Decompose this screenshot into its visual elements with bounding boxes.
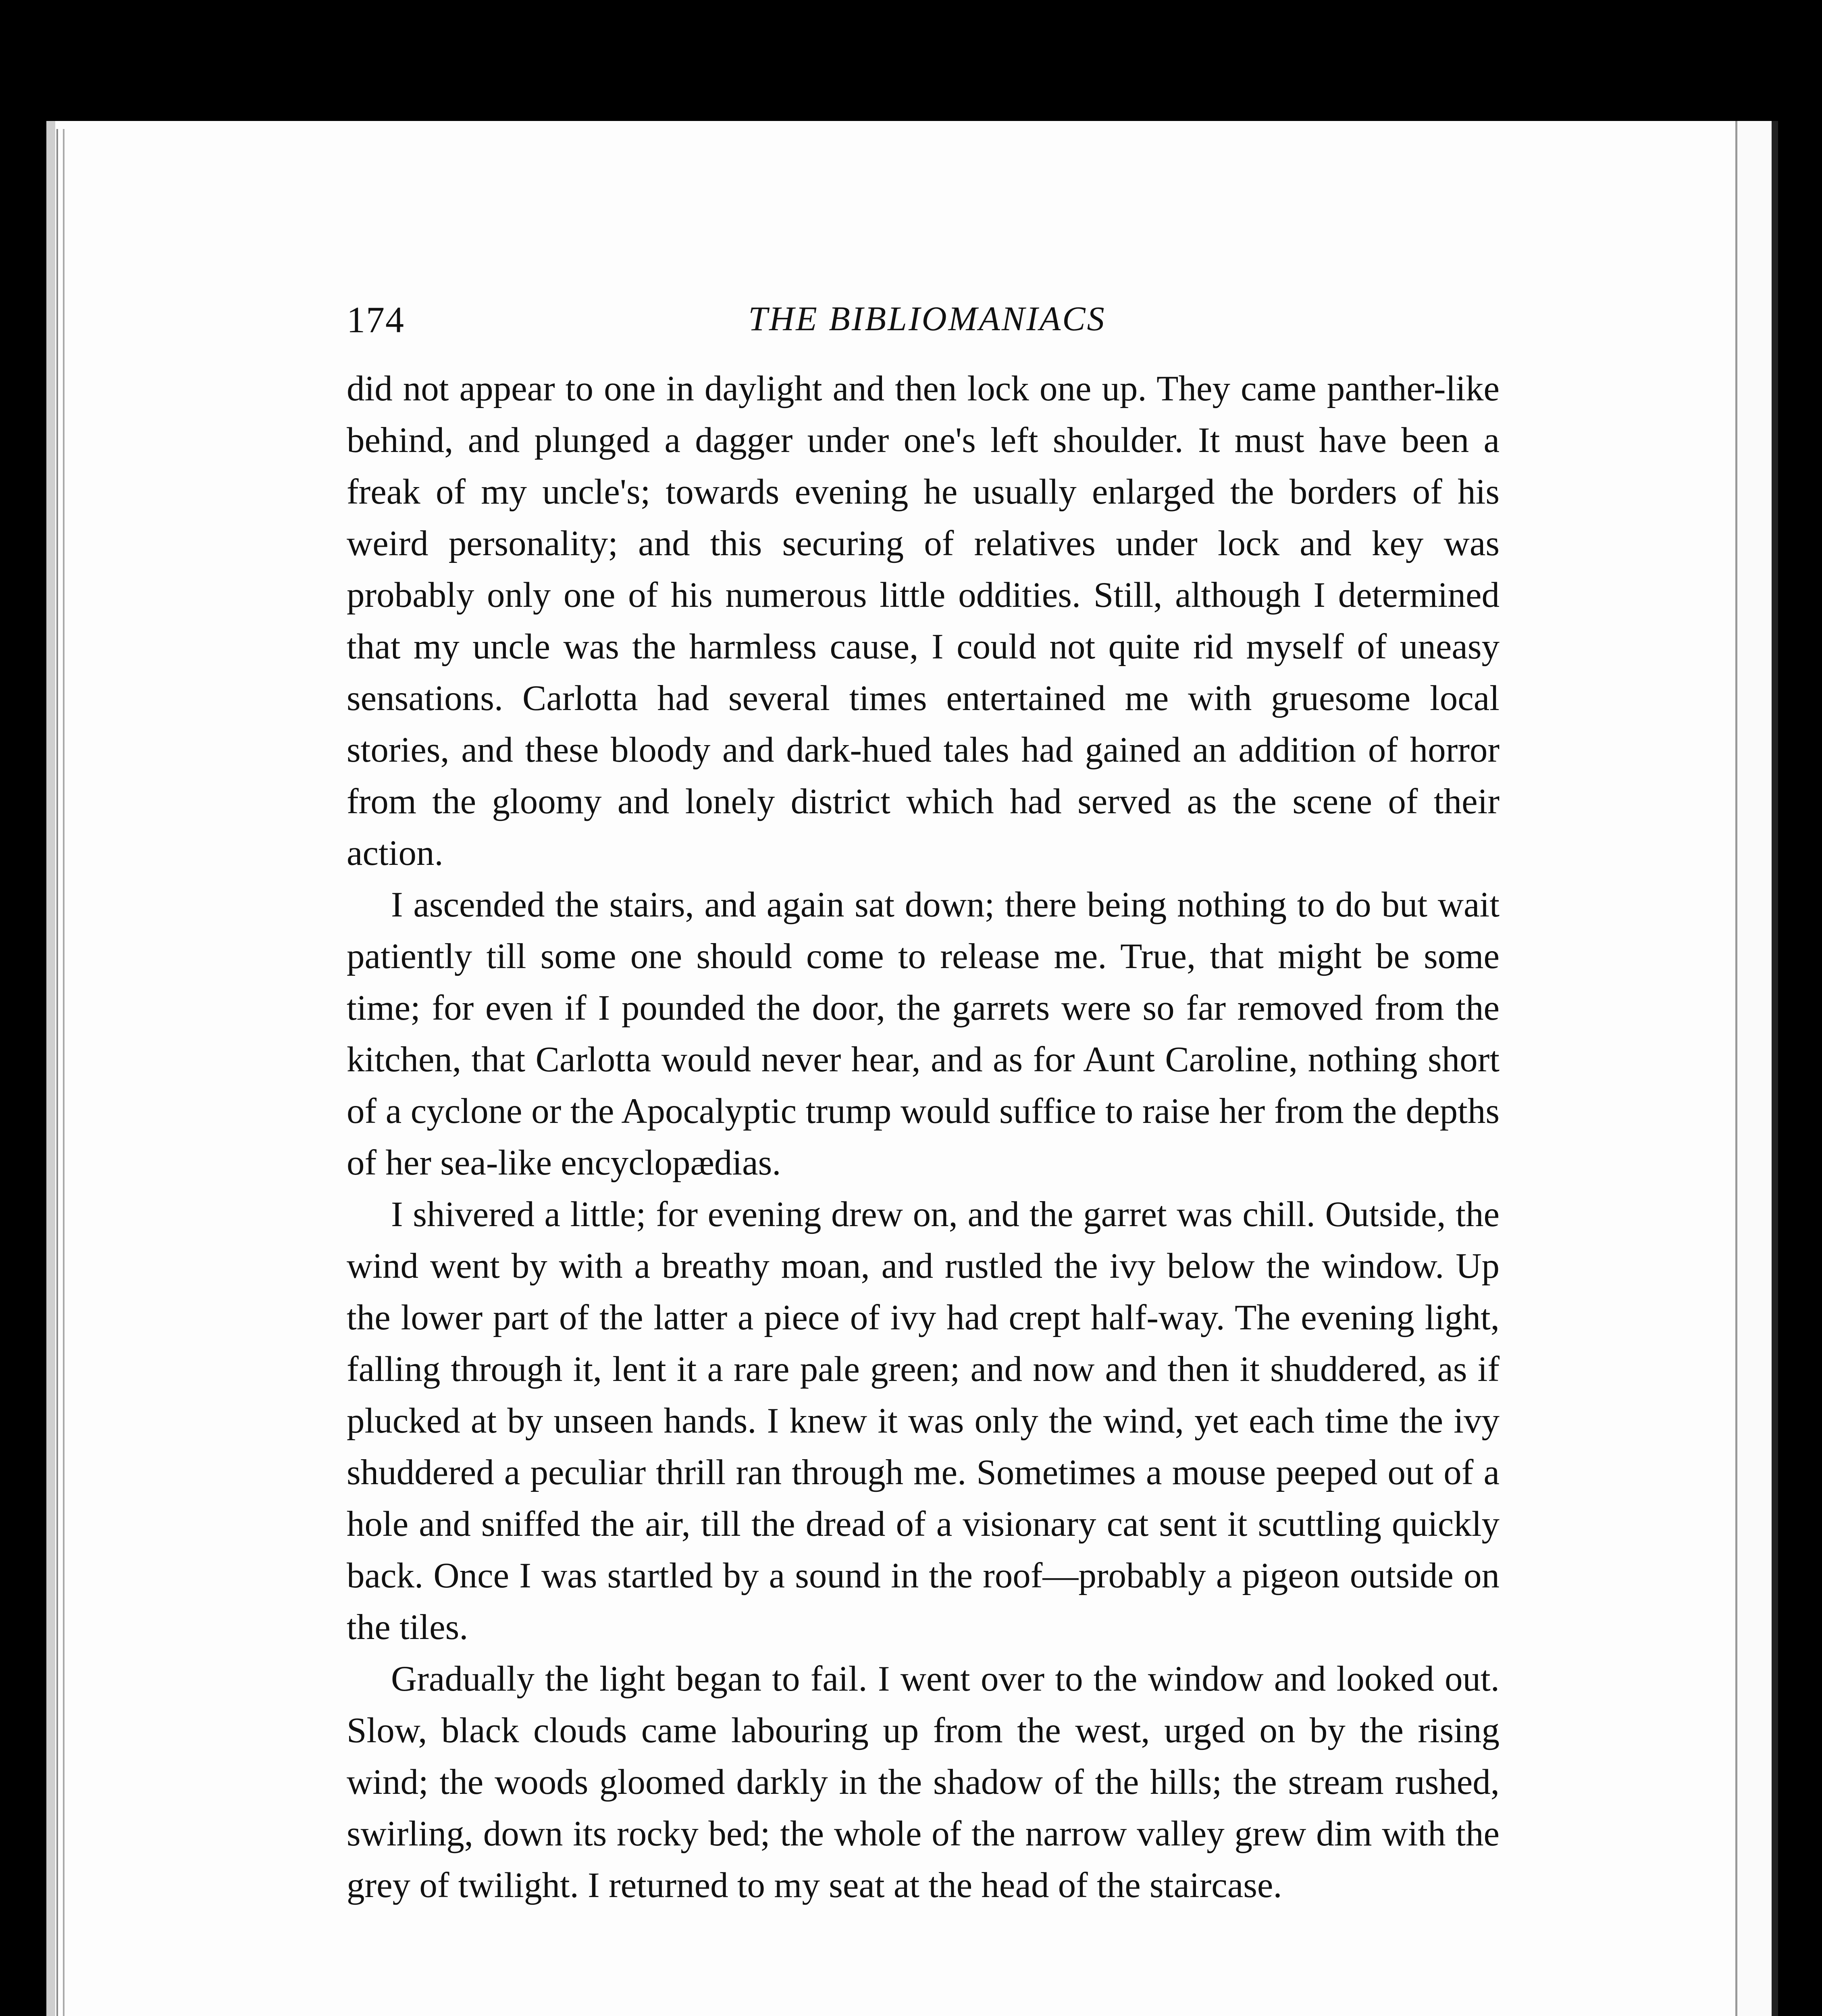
- paragraph-2: I ascended the stairs, and again sat down; there being nothing to do but wait patiently till some one should come to release me. True, that might be some time; for even if I pounded the door, the garrets were so far removed from the kitchen, that Carlotta would never hear, and as for Aunt Caroline, nothing short of a cyclone or the Apocalyptic trump would suffice to raise her from the depths of her sea-like encyclopædias.: [347, 885, 1500, 1183]
- page-header: [347, 298, 1508, 347]
- body-text: [347, 363, 1500, 1911]
- running-title: THE BIBLIOMANIACS: [748, 299, 1106, 338]
- page-edge: [56, 129, 64, 2016]
- paragraph-3: I shivered a little; for evening drew on, and the garret was chill. Outside, the wind went by with a breathy moan, and rustled the ivy below the window. Up the lower part of the latter a piece of ivy had crept half-way. The evening light, falling through it, lent it a rare pale green; and now and then it shuddered, as if plucked at by unseen hands. I knew it was only the wind, yet each time the ivy shuddered a peculiar thrill ran through me. Sometimes a mouse peeped out of a hole and sniffed the air, till the dread of a visionary cat sent it scuttling quickly back. Once I was startled by a sound in the roof—probably a pigeon outside on the tiles.: [347, 1195, 1500, 1647]
- facing-page-edge: [1735, 121, 1774, 2016]
- binding-shadow: [1772, 121, 1778, 2016]
- paragraph-1: did not appear to one in daylight and then lock one up. They came panther-like behind, and plunged a dagger under one's left shoulder. It must have been a freak of my uncle's; towards evening he usually enlarged the borders of his weird personality; and this securing of relatives under lock and key was probably only one of his numerous little oddities. Still, although I determined that my uncle was the harmless cause, I could not quite rid myself of uneasy sensations. Carlotta had several times entertained me with gruesome local stories, and these bloody and dark-hued tales had gained an addition of horror from the gloomy and lonely district which had served as the scene of their action.: [347, 369, 1500, 873]
- page-number: 174: [347, 299, 405, 340]
- paragraph-4: Gradually the light began to fail. I went over to the window and looked out. Slow, black clouds came labouring up from the west, urged on by the rising wind; the woods gloomed darkly in the shadow of the hills; the stream rushed, swirling, down its rocky bed; the whole of the narrow valley grew dim with the grey of twilight. I returned to my seat at the head of the staircase.: [347, 1659, 1500, 1905]
